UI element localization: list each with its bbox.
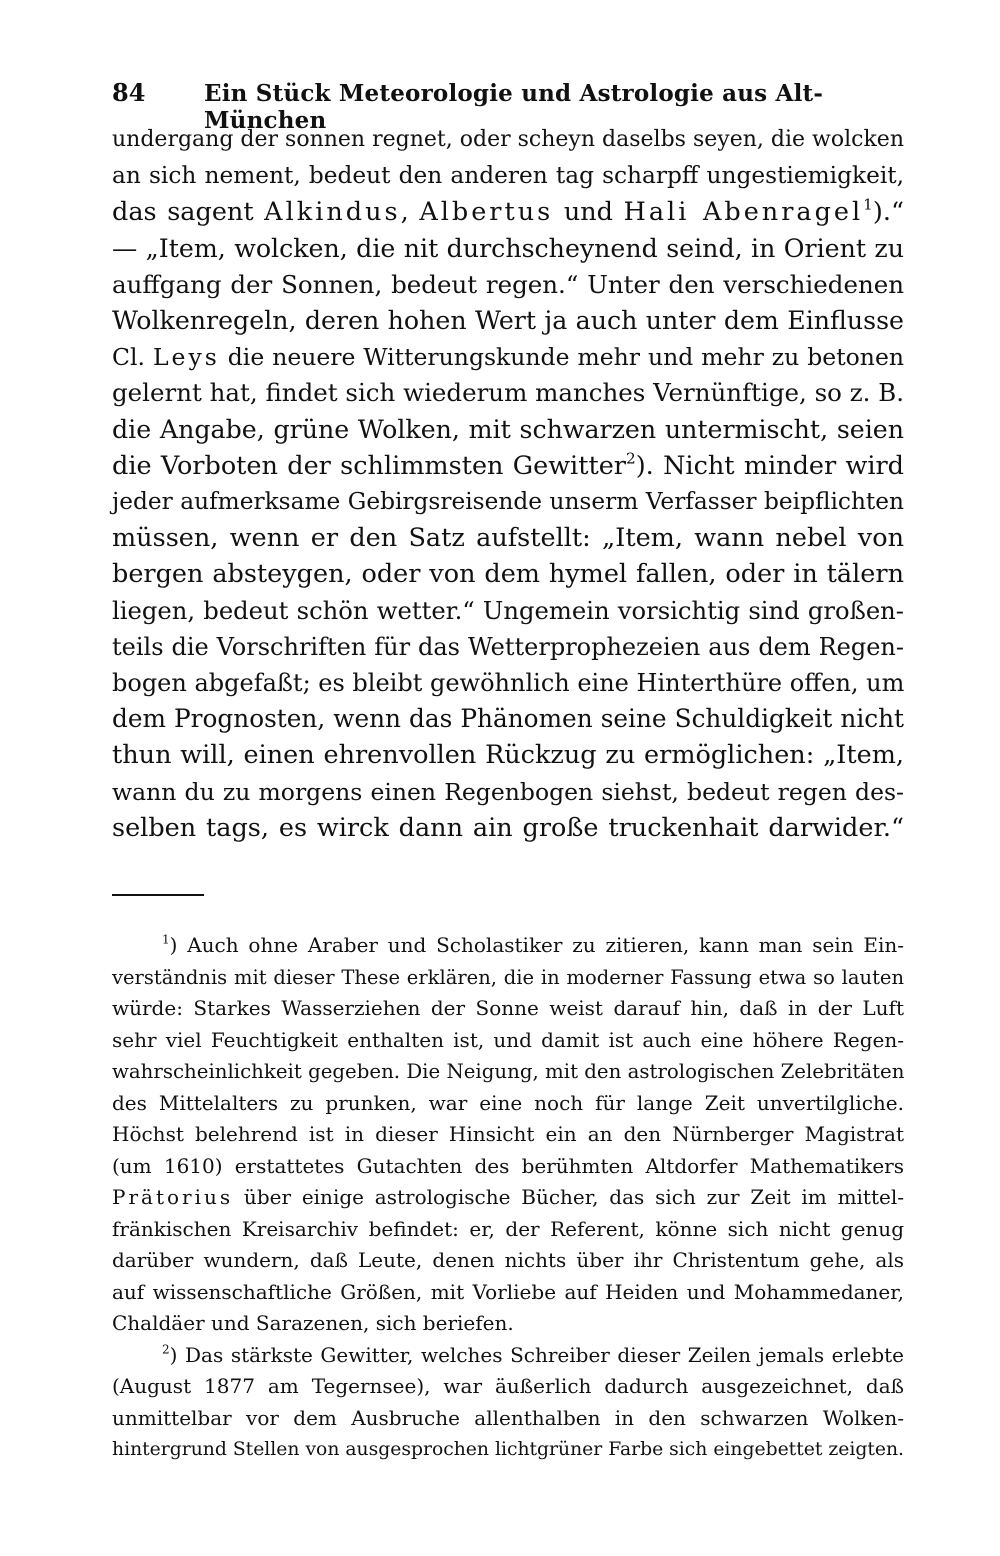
footnote-line: (August 1877 am Tegernsee), war äußerlich dadurch ausgezeichnet, daß <box>112 1374 904 1398</box>
text-line: thun will, einen ehrenvollen Rückzug zu ermöglichen: „Item, <box>112 740 904 771</box>
footnote-line: wahrscheinlichkeit gegeben. Die Neigung, mit den astrologischen Zelebritäten <box>112 1060 905 1083</box>
text-line: auffgang der Sonnen, bedeut regen.“ Unter den verschiedenen <box>112 269 904 299</box>
text-line: bergen absteygen, oder von dem hymel fallen, oder in tälern <box>112 559 904 590</box>
text-line: dem Prognosten, wenn das Phänomen seine Schuldigkeit nicht <box>112 704 904 734</box>
footnote-line: des Mittelalters zu prunken, war eine noch für lange Zeit unvertilgliche. <box>112 1090 904 1115</box>
footnote-marker-2: 2 <box>162 1342 170 1357</box>
footnote-line: würde: Starkes Wasserziehen der Sonne weist darauf hin, daß in der Luft <box>112 996 904 1020</box>
footnote-divider <box>112 894 204 896</box>
text-line: wann du zu morgens einen Regenbogen siehst, bedeut regen des- <box>112 777 904 806</box>
footnote-line: fränkischen Kreisarchiv befindet: er, der Referent, könne sich nicht genug <box>112 1216 904 1241</box>
text-line: — „Item, wolcken, die nit durchscheynend seind, in Orient zu <box>112 233 904 263</box>
name-praetorius: Prätorius <box>112 1185 234 1209</box>
name-alkindus: Alkindus <box>264 197 401 228</box>
footnote-line: hintergrund Stellen von ausgesprochen lichtgrüner Farbe sich eingebettet zeigten. <box>112 1439 904 1460</box>
footnote-line: Prätorius über einige astrologische Bücher, das sich zur Zeit im mittel- <box>112 1185 904 1209</box>
text-line: Wolkenregeln, deren hohen Wert ja auch unter dem Einflusse <box>112 306 904 336</box>
footnote-line: Höchst belehrend ist in dieser Hinsicht ein an den Nürnberger Magistrat <box>112 1122 904 1146</box>
page-header <box>112 78 904 134</box>
footnote-marker-1: 1 <box>162 932 170 947</box>
text-line: bogen abgefaßt; es bleibt gewöhnlich eine Hinterthüre offen, um <box>112 669 905 698</box>
text-line: teils die Vorschriften für das Wetterprophezeien aus dem Regen- <box>112 632 904 661</box>
name-leys: Leys <box>152 343 220 372</box>
text-line: an sich nement, bedeut den anderen tag scharpff ungestiemigkeit, <box>112 162 904 190</box>
footnote-line: Chaldäer und Sarazenen, sich beriefen. <box>112 1311 514 1335</box>
footnote-line: $^2$) Das stärkste Gewitter, welches Schreiber dieser Zeilen jemals erlebte <box>162 1342 904 1367</box>
name-albertus: Albertus <box>419 197 554 228</box>
text-line: Cl. Leys die neuere Witterungskunde mehr und mehr zu betonen <box>112 343 904 372</box>
footnote-line: verständnis mit dieser These erklären, die in moderner Fassung etwa so lauten <box>112 965 904 989</box>
footnotes <box>112 930 904 1466</box>
text-line: undergang der sonnen regnet, oder scheyn daselbs seyen, die wolcken <box>112 127 904 152</box>
text-line: die Angabe, grüne Wolken, mit schwarzen untermischt, seien <box>112 414 904 444</box>
book-page <box>112 78 905 1460</box>
text-line: liegen, bedeut schön wetter.“ Ungemein vorsichtig sind großen- <box>112 595 904 625</box>
text-line: selben tags, es wirck dann ain große truckenhait darwider.“ <box>112 812 904 843</box>
running-title: Ein Stück Meteorologie und Astrologie aus Alt-München <box>204 80 824 134</box>
footnote-line: unmittelbar vor dem Ausbruche allenthalben in den schwarzen Wolken- <box>112 1405 904 1430</box>
page-number: 84 <box>112 78 146 107</box>
text-line: das sagent Alkindus, Albertus und Hali Abenragel$^1$).“ <box>112 195 904 228</box>
footnote-line: darüber wundern, daß Leute, denen nichts über ihr Christentum gehe, als <box>112 1248 904 1272</box>
footnote-ref-1[interactable]: 1 <box>863 195 873 214</box>
footnote-line: (um 1610) erstattetes Gutachten des berühmten Altdorfer Mathematikers <box>112 1153 904 1178</box>
footnote-line: auf wissenschaftliche Größen, mit Vorliebe auf Heiden und Mohammedaner, <box>112 1279 904 1304</box>
main-text <box>112 122 904 846</box>
text-line: die Vorboten der schlimmsten Gewitter$^2$). Nicht minder wird <box>112 449 904 481</box>
footnote-2 <box>112 1340 904 1466</box>
footnote-line: sehr viel Feuchtigkeit enthalten ist, und damit ist auch eine höhere Regen- <box>112 1027 904 1052</box>
footnote-ref-2[interactable]: 2 <box>626 449 636 468</box>
name-hali-abenragel: Hali Abenragel <box>623 197 864 228</box>
footnote-1 <box>112 930 904 1340</box>
footnote-line: $^1$) Auch ohne Araber und Scholastiker zu zitieren, kann man sein Ein- <box>162 932 904 957</box>
text-line: gelernt hat, findet sich wiederum manches Vernünftige, so z. B. <box>112 378 904 408</box>
text-line: jeder aufmerksame Gebirgsreisende unserm Verfasser beipflichten <box>112 488 904 516</box>
text-line: müssen, wenn er den Satz aufstellt: „Item, wann nebel von <box>112 523 904 554</box>
